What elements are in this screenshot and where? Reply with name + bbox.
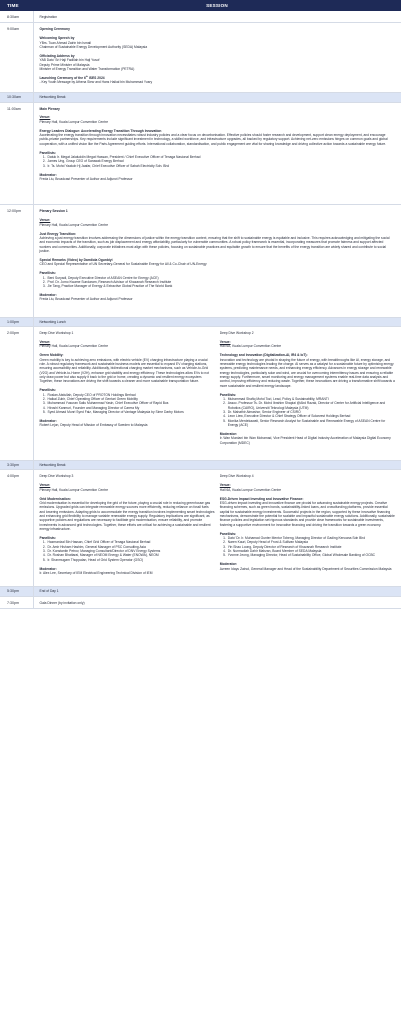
venue-label: Venue:: [219, 340, 231, 345]
workshop-title: Deep Dive Workshop 3: [39, 474, 74, 479]
session-title: Networking Break: [39, 463, 66, 468]
session-description: Innovation and technology are pivotal in shaping the future of energy, with breakthroughs like AI, energy storage, and renewable energy technologies leading the charge. AI serves as a catalyst for a sustainable future by optimising energy systems, predicting maintenance needs, and enhancing energy efficiency. Advances in energy storage and renewable energy technologies, particularly solar and wind, are crucial for overcoming intermittency issues and ensuring a reliable energy supply. Furthermore, smart monitoring and energy management systems enable real-time data analysis and control, improving efficiency and reducing waste. Together, these innovations are driving a transformative shift towards a more sustainable and resilient energy landscape.: [219, 357, 395, 388]
workshop-columns: [40, 474, 396, 575]
speaker-role: Chairman of Sustainable Energy Development Authority (SEDA) Malaysia: [39, 44, 148, 49]
session-cell: [33, 23, 401, 93]
topic-heading: Just Energy Transition:: [39, 231, 77, 236]
session-cell: [33, 596, 401, 608]
session-cell: [33, 317, 401, 326]
agenda-row-end-of-day: [0, 587, 401, 596]
panelist-list: [40, 540, 215, 562]
venue-label: Venue:: [39, 115, 51, 120]
topic-heading: Green Mobility:: [39, 353, 64, 358]
welcome-heading: Welcoming Speech by: [39, 36, 75, 41]
agenda-row-gala-dinner: [0, 596, 401, 608]
agenda-row-plenary-1: [0, 205, 401, 317]
session-title: Opening Ceremony: [39, 27, 70, 32]
venue-text: Plenary Hall, Kuala Lumpur Convention Centre: [39, 487, 109, 492]
time-cell: 1:00pm: [0, 317, 33, 326]
speaker-name: YAB Dato' Sri Haji Fadillah bin Haji Yusof: [39, 58, 100, 63]
session-title: Main Plenary: [39, 106, 60, 111]
session-cell: [33, 102, 401, 205]
launch-detail: - Key Youth Message by Athena Siew and Hans Haikal bin Muhammad Yusry: [39, 80, 153, 85]
list-item: 1. Hazmanizal Bin Hassan, Chief Grid Officer of Tenaga Nasional Berhad: [47, 540, 215, 544]
session-description: ESG-driven impact investing and innovative finance are pivotal for advancing sustainable energy projects. Creative financing schemes, such as green bonds, sustainability-linked loans, and crowdfunding platforms, provide essential capital for sustainable energy investments. Successful projects in the region, supported by these innovative financing mechanisms, demonstrate the potential for scalable and impactful sustainable energy solutions. Additionally, sustainable finance policies and legislation set rigorous standards and provide clear frameworks for sustainable investments, fostering a supportive environment for innovative financing and driving the transition towards a green economy.: [219, 501, 395, 527]
venue-label: Venue:: [39, 340, 51, 345]
panelists-heading: Panellists:: [39, 536, 56, 540]
list-item: 2. Haikal Zubir, Chief Operating Officer of Gentari Green Mobility: [47, 397, 215, 401]
time-column-header: TIME: [0, 0, 33, 11]
list-item: 3. Muhammad Yusuran Saliu Muhammad Yasin, Chief Executive Officer of Rapid Bus: [47, 401, 215, 405]
moderator-heading: Moderator:: [219, 432, 237, 437]
panelists-heading: Panellists:: [39, 150, 56, 155]
agenda-row-workshops-1-2: [0, 327, 401, 461]
session-title: End of Day 1: [39, 589, 59, 594]
list-item: 1. Datuk Ir. Megat Jalaluddin Megat Hassan, President / Chief Executive Officer of Tenaga Nasional Berhad: [47, 155, 396, 159]
topic-heading: ESG-Driven Impact Investing and Innovative Finance:: [219, 496, 304, 501]
list-item: 3. Dr. Mahathir Almashor, Senior Engineer of CSIRO: [227, 410, 395, 414]
agenda-row-break: [0, 93, 401, 102]
agenda-row-break: [0, 461, 401, 470]
workshop-1: [40, 331, 215, 445]
list-item: 2. Prof. Dr. Jomo Kwame Sundaram, Research Advisor of Khazanah Research Institute: [47, 280, 396, 284]
agenda-row-registration: [0, 11, 401, 23]
session-description: Accelerating the energy transition through innovation necessitates robust industry policies and a clear focus on decarbonisation. Effective policies should foster research and development, support clean energy deployment, and encourage public-private partnerships. Key requirements include significant investment in technology, a skilled workforce, and infrastructure upgrades, all backed by regulatory support. Achieving net-zero emissions hinges on common goals and global cooperation, with a unified vision like the Paris Agreement guiding efforts. International collaboration, standardisation, and public engagement are vital for sharing knowledge and driving collective action towards a sustainable energy future.: [39, 133, 388, 146]
session-cell: [33, 93, 401, 102]
special-remarks-text: CEO and Special Representative of UN Secretary-General for Sustainable Energy for All & Co-Chair of UN-Energy: [39, 262, 207, 267]
moderator-heading: Moderator:: [219, 562, 237, 567]
panelist-list: [40, 276, 396, 289]
time-cell: 10:30am: [0, 93, 33, 102]
moderator-text: Ir. Alex Lee, Secretary of IEM Electrical Engineering Technical Division of IEM: [39, 571, 153, 575]
list-item: 1. Roslan Abdullah, Deputy CEO of PROTON Holdings Berhad: [47, 393, 215, 397]
venue-label: Venue:: [219, 483, 231, 488]
list-item: 4. Leon Liew, Executive Director & Chief Strategy Officer of Solarvest Holdings Berhad: [227, 414, 395, 418]
session-title: Registration: [39, 15, 58, 19]
panelists-heading: Panellists:: [219, 392, 237, 397]
officiating-heading: Officiating Address by: [39, 53, 75, 58]
list-item: 2. James Ung, Group CEO of Sarawak Energy Berhad: [47, 159, 396, 163]
venue-text: Plenary Hall, Kuala Lumpur Convention Centre: [39, 119, 109, 124]
session-title: Networking Break: [39, 95, 66, 100]
topic-heading: Energy Leaders Dialogue: Accelerating Energy Transition Through Innovation: [39, 128, 162, 133]
agenda-row-main-plenary: [0, 102, 401, 205]
list-item: 1. Muhammad Shafiq Mohd Tozi, Lead, Policy & Sustainability, MRANTI: [227, 397, 395, 401]
list-item: 3. Dr. Konstantin Petrov, Managing Consultant/Director of DNV Energy Systems: [47, 549, 215, 553]
panelist-list: [40, 393, 215, 415]
list-item: 5. Monika Merdekawati, Senior Research Analyst for Sustainable and Renewable Energy of ASEAN Centre for Energy (ACE): [227, 419, 395, 428]
moderator-heading: Moderator:: [39, 293, 57, 298]
time-cell: 3:30pm: [0, 461, 33, 470]
list-item: 5. Yvonne Jeong, Managing Director, Head of Sustainability Office, Global Wholesale Banking of OCBC: [227, 553, 395, 557]
venue-text: Plenary Hall, Kuala Lumpur Convention Centre: [39, 344, 109, 349]
agenda-row-opening: [0, 23, 401, 93]
session-column-header: SESSION: [33, 0, 401, 11]
moderator-heading: Moderator:: [39, 566, 57, 571]
time-cell: 8:30am: [0, 11, 33, 23]
launch-heading: Launching Ceremony of the 6th ISES 2024: [39, 75, 105, 80]
list-item: 4. Dr. Roshan Bhattarai, Manager of NEOM Energy & Water (ENOWA), NEOM: [47, 553, 215, 557]
list-item: 3. Jie Tang, Practice Manager of Energy & Extractive Global Practice of The World Bank: [47, 284, 396, 288]
panelist-list: [220, 536, 395, 558]
venue-text: Hall 6A, Kuala Lumpur Convention Centre: [219, 487, 282, 492]
list-item: 2. Assoc. Professor Ts. Dr. Mohd Ibrahim Shapiai @Abd Razak, Director of Center for Artificial Intelligence and Robotics (CAIRO), Universiti Teknologi Malaysia (UTM): [227, 401, 395, 410]
workshop-columns: [40, 331, 396, 445]
time-cell: 2:00pm: [0, 327, 33, 461]
workshop-3: [40, 474, 215, 575]
time-cell: 11:00am: [0, 102, 33, 205]
list-item: 1. Dato' Dr. Ir. Muhamad Gunter Mentor Tobeng, Managing Director of Gading Kencana Sdn Bhd: [227, 536, 395, 540]
session-cell: [33, 11, 401, 23]
list-item: 2. Dr. Amir Hisham Hashim, General Manager of PSC Consulting Asia: [47, 545, 215, 549]
workshop-4: [220, 474, 395, 575]
topic-heading: Grid Modernisation:: [39, 496, 71, 501]
time-cell: 7:30pm: [0, 596, 33, 608]
speaker-name: YBrs. Tuan Ahmad Zairin bin Ismail: [39, 40, 91, 45]
list-item: 5. Ir. Shanmugam Thoppalan, Head of Grid System Operator (GSO): [47, 558, 215, 562]
moderator-text: Robert Lejon, Deputy Head of Mission of Embassy of Sweden to Malaysia: [39, 423, 148, 428]
workshop-2: [220, 331, 395, 445]
venue-text: Hall 6A, Kuala Lumpur Convention Centre: [219, 344, 282, 349]
topic-heading: Technology and Innovation (Digitalization-AI, IR4 & IoT):: [219, 353, 308, 358]
time-cell: 5:30pm: [0, 587, 33, 596]
moderator-heading: Moderator:: [39, 419, 57, 424]
agenda-row-workshops-3-4: [0, 470, 401, 587]
speaker-role: Minister of Energy Transition and Water Transformation (PETRA): [39, 66, 135, 71]
moderator-text: Freda Liu, Broadcast Presenter of Author and Adjunct Professor: [39, 177, 133, 181]
panelist-list: [220, 397, 395, 427]
venue-label: Venue:: [39, 218, 51, 223]
venue-label: Venue:: [39, 483, 51, 488]
speaker-role: Deputy Prime Minister of Malaysia: [39, 62, 90, 67]
list-item: 1. Beni Suryadi, Deputy Executive Director of ASEAN Centre for Energy (ACE): [47, 276, 396, 280]
session-title: Gala Dinner (by invitation only): [39, 600, 85, 605]
session-title: Plenary Session 1: [39, 209, 68, 214]
panelists-heading: Panellists:: [39, 388, 56, 393]
table-header: [0, 0, 401, 11]
list-item: 5. Syed Ahmad Munri Syed Faiz, Managing Director of Vantage Malaysia by Sime Darby Motors: [47, 410, 215, 414]
workshop-title: Deep Dive Workshop 1: [39, 331, 74, 336]
workshop-title: Deep Dive Workshop 4: [219, 474, 254, 479]
list-item: 4. Hiroshi Kanmuri, Founder and Managing Director of Carera My: [47, 406, 215, 410]
panelist-list: [40, 155, 396, 168]
time-cell: 4:00pm: [0, 470, 33, 587]
time-cell: 12:00pm: [0, 205, 33, 317]
time-cell: 9:00am: [0, 23, 33, 93]
list-item: 3. Ir. Ts. Mohd Yaakob Hj Jaafar, Chief Executive Officer of Sabah Electricity Sdn. Bhd: [47, 164, 396, 168]
session-cell: [33, 587, 401, 596]
list-item: 3. Yin Shao Loong, Deputy Director of Research of Khazanah Research Institute: [227, 545, 395, 549]
session-cell: [33, 470, 401, 587]
venue-text: Plenary Hall, Kuala Lumpur Convention Centre: [39, 222, 109, 227]
session-cell: [33, 461, 401, 470]
session-cell: [33, 205, 401, 317]
session-description: Green mobility is key to achieving zero emissions, with electric vehicle (EV) charging infrastructure playing a crucial role. A robust regulatory framework and sustainable business models are essential to expand EV charging stations, ensuring accessibility and reliability. Additionally, bidirectional charging market mechanisms, such as Vehicle-to-Grid (V2G) and Vehicle-to-Home (V2H), enhance grid stability and energy efficiency. These technologies allow EVs to not only draw power but also supply it back to the grid or home, creating a dynamic and resilient energy ecosystem. Together, these innovations are driving the shift towards a cleaner and more sustainable transportation future.: [39, 357, 210, 384]
panelists-heading: Panellists:: [219, 531, 237, 536]
workshop-title: Deep Dive Workshop 2: [219, 331, 254, 336]
moderator-heading: Moderator:: [39, 172, 57, 177]
moderator-text: Azreen Idayu Zainol, General Manager and Head of the Sustainability Department of Securities Commission Malaysia: [219, 566, 392, 571]
session-description: Achieving a just energy transition involves addressing the dimensions of justice within the energy transition context, ensuring that the shift to sustainable energy is equitable and inclusive. This requires acknowledging and mitigating the social and economic impacts of the transition, such as job displacement and energy affordability, particularly for vulnerable communities. A robust policy framework is essential, incorporating measures that promote fairness and support affected workers and communities. Additionally, corporate initiatives must align with these policies, focusing on sustainable practices and equitable growth to ensure that the benefits of the energy transition are widely shared and contribute to social justice.: [39, 235, 390, 253]
agenda-row-lunch: [0, 317, 401, 326]
session-title: Networking Lunch: [39, 319, 66, 324]
session-description: Grid modernisation is essential for developing the grid of the future, playing a crucial role in reducing greenhouse gas emissions. Upgraded grids can integrate renewable energy sources more efficiently, reducing reliance on fossil fuels and lowering emissions. Adapting grids to accommodate the energy transition involves implementing smart technologies and enhancing grid flexibility to manage variable renewable energy supply. Regulatory implications are significant, as supportive policies and regulations are necessary to facilitate grid modernisation, ensure reliability, and promote investments in advanced grid technologies. Together, these efforts are critical for achieving a sustainable and resilient energy infrastructure.: [39, 501, 215, 532]
moderator-text: Freda Liu, Broadcast Presenter of Author and Adjunct Professor: [39, 297, 133, 302]
session-cell: [33, 327, 401, 461]
special-remarks-heading: Special Remarks (Video) by Damilola Ogunbiyi: [39, 257, 113, 262]
moderator-text: Ir. Wan Murdani bin Wan Mohamad, Vice President Head of Digital Industry Acceleration of Malaysia Digital Economy Corporation (MDEC): [219, 436, 391, 445]
list-item: 2. Naren Kauri, Deputy Head of Frost & Sullivan Malaysia: [227, 540, 395, 544]
panelists-heading: Panellists:: [39, 271, 56, 276]
list-item: 4. Dr. Nurmadiah Dahir Mahzan, Board Member of SEDA Malaysia: [227, 549, 395, 553]
